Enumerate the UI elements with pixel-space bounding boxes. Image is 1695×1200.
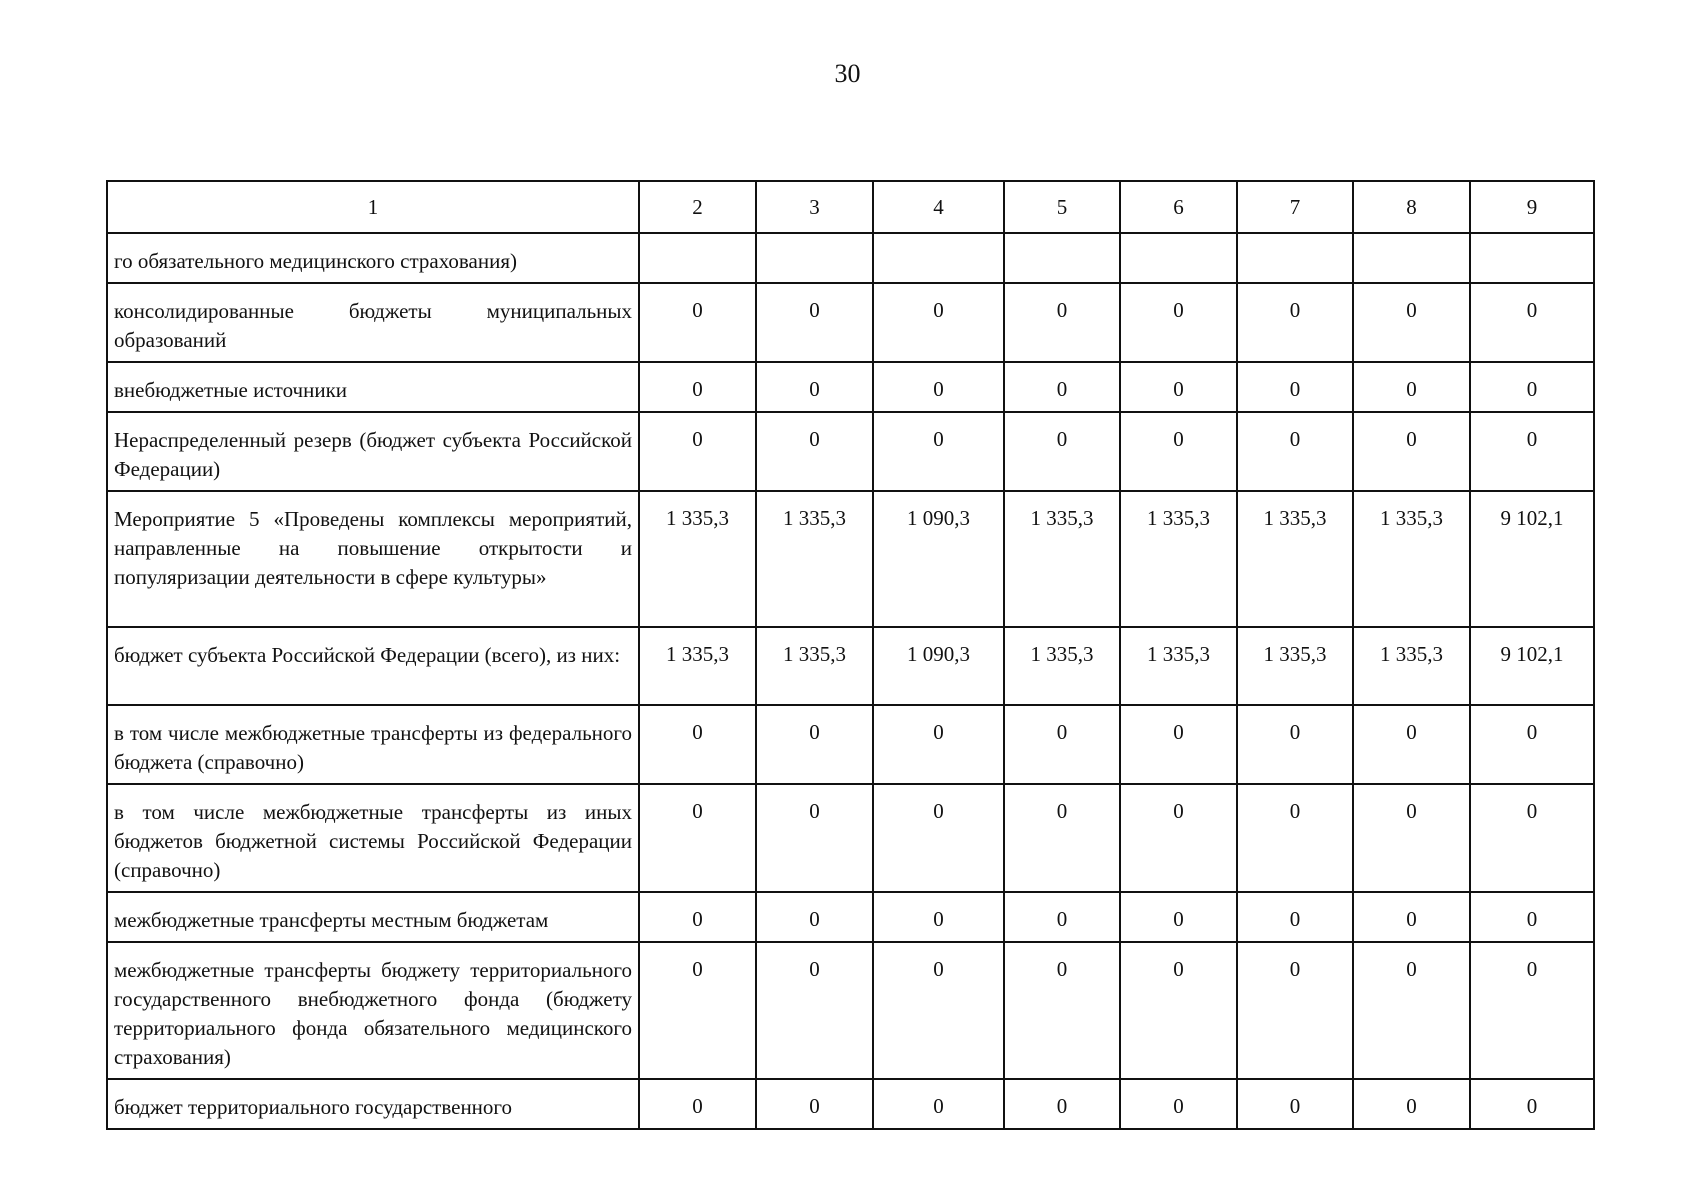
table-cell: 0	[1237, 283, 1353, 362]
table-cell: 1 335,3	[756, 491, 873, 627]
table-cell: 0	[1470, 942, 1594, 1079]
table-cell: 0	[1120, 942, 1237, 1079]
table-cell: 0	[1237, 784, 1353, 892]
table-cell: 0	[639, 412, 756, 491]
table-row	[107, 705, 1594, 784]
table-cell: 0	[1237, 412, 1353, 491]
table-cell: 1 335,3	[1353, 627, 1470, 705]
table-cell: 0	[1004, 362, 1120, 412]
table-row	[107, 892, 1594, 942]
table-cell: 0	[1120, 705, 1237, 784]
table-cell: 1 335,3	[1120, 627, 1237, 705]
table-cell: 0	[1120, 362, 1237, 412]
column-header: 5	[1004, 181, 1120, 233]
table-cell: 0	[756, 412, 873, 491]
column-header: 1	[107, 181, 639, 233]
table-cell: 0	[1470, 784, 1594, 892]
table-cell: 1 090,3	[873, 627, 1004, 705]
table-cell: 0	[1353, 283, 1470, 362]
table-row	[107, 491, 1594, 627]
table-cell: 0	[1004, 942, 1120, 1079]
column-header: 7	[1237, 181, 1353, 233]
table-cell: 0	[1120, 412, 1237, 491]
table-cell: 0	[756, 1079, 873, 1129]
table-cell: 0	[1470, 705, 1594, 784]
table-cell: 0	[639, 784, 756, 892]
row-label: внебюджетные источники	[107, 362, 639, 412]
table-cell: 0	[639, 892, 756, 942]
column-header: 9	[1470, 181, 1594, 233]
table-cell: 0	[639, 705, 756, 784]
table-cell: 0	[756, 705, 873, 784]
table-cell: 0	[873, 1079, 1004, 1129]
page-number: 30	[834, 59, 861, 88]
table-cell: 0	[1120, 1079, 1237, 1129]
row-label: бюджет территориального государственного	[107, 1079, 639, 1129]
row-label: межбюджетные трансферты местным бюджетам	[107, 892, 639, 942]
row-label: Нераспределенный резерв (бюджет субъекта Российской Федерации)	[107, 412, 639, 491]
table-row	[107, 1079, 1594, 1129]
table-cell: 1 335,3	[639, 491, 756, 627]
table-row	[107, 942, 1594, 1079]
table-cell: 1 335,3	[1353, 491, 1470, 627]
table-cell	[873, 233, 1004, 283]
table-cell: 0	[1004, 892, 1120, 942]
table-cell: 1 335,3	[1237, 491, 1353, 627]
row-label: го обязательного медицинского страхования)	[107, 233, 639, 283]
table-cell	[1004, 233, 1120, 283]
table-cell: 0	[1237, 942, 1353, 1079]
column-header: 6	[1120, 181, 1237, 233]
table-cell: 0	[1237, 892, 1353, 942]
table-cell: 1 335,3	[639, 627, 756, 705]
table-cell: 0	[1004, 1079, 1120, 1129]
table-cell: 1 090,3	[873, 491, 1004, 627]
row-label: межбюджетные трансферты бюджету территориального государственного внебюджетного фонда (бюджету территориального фонда обязательного медицинского страхования)	[107, 942, 639, 1079]
table-cell: 0	[756, 942, 873, 1079]
table-cell: 0	[873, 362, 1004, 412]
table-cell: 0	[873, 892, 1004, 942]
table-cell: 1 335,3	[1004, 491, 1120, 627]
table-cell: 0	[1353, 1079, 1470, 1129]
table-cell: 0	[1120, 283, 1237, 362]
table-cell: 0	[639, 942, 756, 1079]
table-cell: 0	[756, 784, 873, 892]
table-cell: 0	[1353, 412, 1470, 491]
table-cell: 0	[639, 362, 756, 412]
table-row	[107, 412, 1594, 491]
table-cell: 0	[873, 412, 1004, 491]
row-label: бюджет субъекта Российской Федерации (всего), из них:	[107, 627, 639, 705]
table-cell: 0	[873, 942, 1004, 1079]
table-cell: 0	[1353, 705, 1470, 784]
table-cell: 1 335,3	[1004, 627, 1120, 705]
table-cell: 0	[1470, 362, 1594, 412]
table-cell: 1 335,3	[756, 627, 873, 705]
table-row	[107, 233, 1594, 283]
table-cell	[1120, 233, 1237, 283]
table-cell: 0	[1353, 892, 1470, 942]
table-cell: 0	[1353, 362, 1470, 412]
table-cell: 0	[1353, 784, 1470, 892]
table-cell: 0	[756, 362, 873, 412]
row-label: в том числе межбюджетные трансферты из иных бюджетов бюджетной системы Российской Федерации (справочно)	[107, 784, 639, 892]
table-cell	[1353, 233, 1470, 283]
table-cell: 0	[639, 1079, 756, 1129]
table-cell: 0	[1470, 892, 1594, 942]
table-cell: 9 102,1	[1470, 627, 1594, 705]
table-cell: 0	[1237, 1079, 1353, 1129]
table-cell	[1237, 233, 1353, 283]
table-cell: 0	[873, 784, 1004, 892]
table-cell: 0	[756, 892, 873, 942]
table-row	[107, 627, 1594, 705]
budget-table	[106, 180, 1595, 1130]
table-cell: 9 102,1	[1470, 491, 1594, 627]
column-header: 4	[873, 181, 1004, 233]
table-cell: 0	[1120, 784, 1237, 892]
table-cell: 0	[1004, 784, 1120, 892]
row-label: в том числе межбюджетные трансферты из федерального бюджета (справочно)	[107, 705, 639, 784]
table-cell: 0	[1470, 412, 1594, 491]
row-label: Мероприятие 5 «Проведены комплексы мероприятий, направленные на повышение открытости и популяризации деятельности в сфере культуры»	[107, 491, 639, 627]
column-header: 2	[639, 181, 756, 233]
column-header: 8	[1353, 181, 1470, 233]
table-cell: 1 335,3	[1120, 491, 1237, 627]
table-cell: 0	[1004, 705, 1120, 784]
table-cell	[1470, 233, 1594, 283]
table-cell: 0	[1237, 362, 1353, 412]
table-cell	[639, 233, 756, 283]
table-cell: 0	[639, 283, 756, 362]
table-cell: 0	[1237, 705, 1353, 784]
table-cell: 1 335,3	[1237, 627, 1353, 705]
table-cell: 0	[756, 283, 873, 362]
row-label: консолидированные бюджеты муниципальных образований	[107, 283, 639, 362]
table-cell: 0	[1004, 412, 1120, 491]
table-cell: 0	[1004, 283, 1120, 362]
table-cell: 0	[873, 283, 1004, 362]
table-cell	[756, 233, 873, 283]
table-cell: 0	[1120, 892, 1237, 942]
table-cell: 0	[1353, 942, 1470, 1079]
table-row	[107, 362, 1594, 412]
table-row	[107, 283, 1594, 362]
table-header-row	[107, 181, 1594, 233]
table-cell: 0	[1470, 1079, 1594, 1129]
table-row	[107, 784, 1594, 892]
table-cell: 0	[873, 705, 1004, 784]
column-header: 3	[756, 181, 873, 233]
table-cell: 0	[1470, 283, 1594, 362]
